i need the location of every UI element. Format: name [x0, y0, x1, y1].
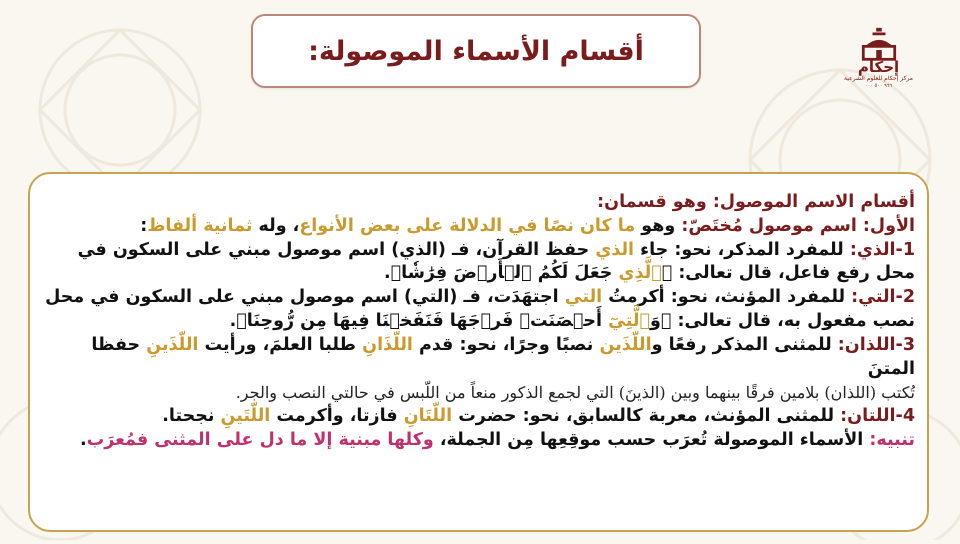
- logo-subtitle-number: ٩٦٦ ٥٠٠ ٠٠٠: [864, 83, 893, 89]
- line-heading: أقسام الاسم الموصول: وهو قسمان:: [597, 192, 915, 212]
- logo-word: إحكام: [857, 58, 900, 76]
- line-alladhi: 1-الذي: للمفرد المذكر، نحو: جاء الذي حفظ القرآن، فـ (الذي) اسم موصول مبني على السكون في: [77, 239, 915, 260]
- line-first-type: الأول: اسم موصول مُختَصّ: وهو ما كان نصًا في الدلالة على بعض الأنواع، وله ثمانية ألفاظ:: [140, 215, 915, 236]
- line-allati-verse: نصب مفعول به، قال تعالى: ﴿وَٱلَّتِيٓ أَحۡصَنَتۡ فَرۡجَهَا فَنَفَخۡنَا فِيهَا مِن رُّوحِنَا﴾.: [229, 310, 915, 331]
- line-alladhi-verse: محل رفع فاعل، قال تعالى: ﴿ٱلَّذِي جَعَلَ لَكُمُ ٱلۡأَرۡضَ فِرَٰشٗا﴾.: [383, 263, 915, 284]
- line-note: تنبيه: الأسماء الموصولة تُعرَب حسب موقِعِها مِن الجملة، وكلها مبنية إلا ما دل على المثنى فمُعرَب.: [80, 429, 915, 450]
- logo-subtitle: مركز إحكام للعلوم الشرعية: [844, 75, 913, 82]
- line-spelling-note: تُكتب (اللذان) بلامين فرقًا بينهما وبين (الذينَ) التي لجمع الذكور منعاً من اللّبس في حالتي النصب والجر.: [235, 383, 915, 403]
- content-text: [42, 191, 915, 453]
- line-allatan: 4-اللتان: للمثنى المؤنث، معربة كالسابق، نحو: حضرت اللّتَانِ فازتا، وأكرمت اللّتَينِ نجحتا.: [162, 406, 915, 427]
- page-title: أقسام الأسماء الموصولة:: [308, 35, 644, 67]
- logo: [844, 26, 913, 90]
- line-allati: 2-التي: للمفرد المؤنث، نحو: أكرمتُ التي اجتهَدَت، فـ (التي) اسم موصول مبني على السكون في محل: [45, 287, 915, 308]
- line-alladhan: 3-اللذان: للمثنى المذكر رفعًا واللّذَين نصبًا وجرًا، نحو: قدم اللّذَانِ طلبا العلمَ، ورأيت اللّذَينِ حفظا المتنَ: [91, 334, 915, 379]
- content-box: [28, 172, 929, 532]
- title-box: [251, 14, 701, 88]
- first-type-label: الأول: اسم موصول مُختَصّ:: [675, 215, 915, 236]
